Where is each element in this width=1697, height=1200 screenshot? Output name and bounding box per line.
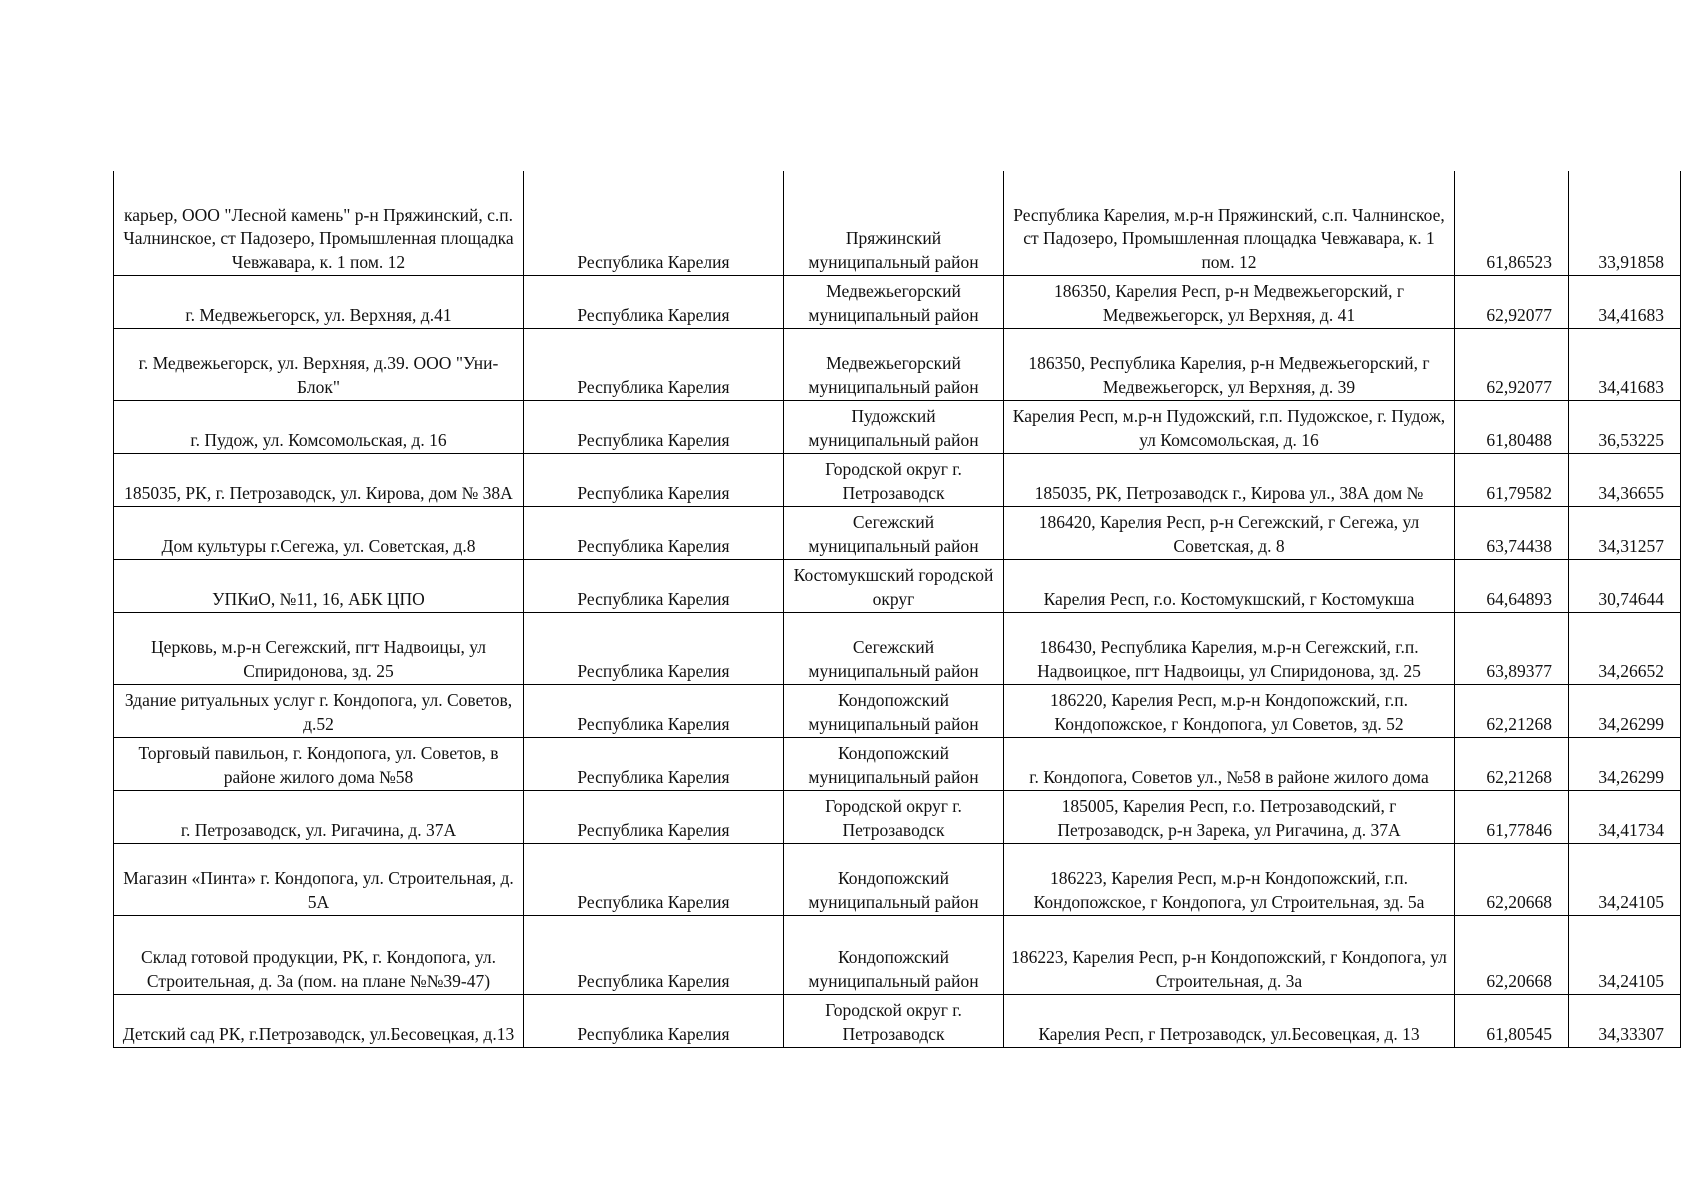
region-cell: Республика Карелия (524, 171, 784, 276)
address-cell: 186420, Карелия Респ, р-н Сегежский, г Сегежа, ул Советская, д. 8 (1004, 507, 1455, 560)
latitude-cell: 62,92077 (1455, 329, 1569, 401)
table-row (114, 401, 1681, 454)
region-cell: Республика Карелия (524, 401, 784, 454)
table-row (114, 995, 1681, 1048)
region-cell: Республика Карелия (524, 738, 784, 791)
latitude-cell: 63,74438 (1455, 507, 1569, 560)
longitude-cell: 34,24105 (1569, 916, 1681, 995)
address-cell: 186350, Республика Карелия, р-н Медвежьегорский, г Медвежьегорск, ул Верхняя, д. 39 (1004, 329, 1455, 401)
latitude-cell: 62,20668 (1455, 844, 1569, 916)
address-cell: Карелия Респ, м.р-н Пудожский, г.п. Пудожское, г. Пудож, ул Комсомольская, д. 16 (1004, 401, 1455, 454)
district-cell: Костомукшский городской округ (784, 560, 1004, 613)
object-name-cell: г. Медвежьегорск, ул. Верхняя, д.39. ООО "Уни-Блок" (114, 329, 524, 401)
region-cell: Республика Карелия (524, 454, 784, 507)
district-cell: Городской округ г. Петрозаводск (784, 791, 1004, 844)
table-row (114, 916, 1681, 995)
object-name-cell: Здание ритуальных услуг г. Кондопога, ул. Советов, д.52 (114, 685, 524, 738)
region-cell: Республика Карелия (524, 560, 784, 613)
longitude-cell: 34,36655 (1569, 454, 1681, 507)
latitude-cell: 61,77846 (1455, 791, 1569, 844)
address-cell: 186350, Карелия Респ, р-н Медвежьегорский, г Медвежьегорск, ул Верхняя, д. 41 (1004, 276, 1455, 329)
district-cell: Сегежский муниципальный район (784, 613, 1004, 685)
table-row (114, 454, 1681, 507)
district-cell: Пряжинский муниципальный район (784, 171, 1004, 276)
district-cell: Медвежьегорский муниципальный район (784, 329, 1004, 401)
longitude-cell: 34,26652 (1569, 613, 1681, 685)
latitude-cell: 61,79582 (1455, 454, 1569, 507)
document-sheet (113, 171, 1681, 1048)
object-name-cell: Магазин «Пинта» г. Кондопога, ул. Строительная, д. 5А (114, 844, 524, 916)
locations-table (113, 171, 1681, 1048)
address-cell: 186223, Карелия Респ, р-н Кондопожский, г Кондопога, ул Строительная, д. 3а (1004, 916, 1455, 995)
table-row (114, 685, 1681, 738)
district-cell: Медвежьегорский муниципальный район (784, 276, 1004, 329)
district-cell: Кондопожский муниципальный район (784, 685, 1004, 738)
table-row (114, 844, 1681, 916)
longitude-cell: 34,31257 (1569, 507, 1681, 560)
district-cell: Кондопожский муниципальный район (784, 738, 1004, 791)
table-row (114, 329, 1681, 401)
object-name-cell: Дом культуры г.Сегежа, ул. Советская, д.8 (114, 507, 524, 560)
table-row (114, 738, 1681, 791)
address-cell: 185035, РК, Петрозаводск г., Кирова ул., 38А дом № (1004, 454, 1455, 507)
address-cell: 185005, Карелия Респ, г.о. Петрозаводский, г Петрозаводск, р-н Зарека, ул Ригачина, д. 37А (1004, 791, 1455, 844)
longitude-cell: 33,91858 (1569, 171, 1681, 276)
longitude-cell: 34,41683 (1569, 276, 1681, 329)
longitude-cell: 34,33307 (1569, 995, 1681, 1048)
object-name-cell: г. Медвежьегорск, ул. Верхняя, д.41 (114, 276, 524, 329)
address-cell: Карелия Респ, г.о. Костомукшский, г Костомукша (1004, 560, 1455, 613)
object-name-cell: Торговый павильон, г. Кондопога, ул. Советов, в районе жилого дома №58 (114, 738, 524, 791)
latitude-cell: 62,21268 (1455, 685, 1569, 738)
table-row (114, 276, 1681, 329)
address-cell: Карелия Респ, г Петрозаводск, ул.Бесовецкая, д. 13 (1004, 995, 1455, 1048)
table-row (114, 171, 1681, 276)
object-name-cell: УПКиО, №11, 16, АБК ЦПО (114, 560, 524, 613)
latitude-cell: 61,80545 (1455, 995, 1569, 1048)
table-body (114, 171, 1681, 1048)
object-name-cell: 185035, РК, г. Петрозаводск, ул. Кирова, дом № 38А (114, 454, 524, 507)
region-cell: Республика Карелия (524, 916, 784, 995)
latitude-cell: 62,21268 (1455, 738, 1569, 791)
address-cell: 186430, Республика Карелия, м.р-н Сегежский, г.п. Надвоицкое, пгт Надвоицы, ул Спиридонова, зд. 25 (1004, 613, 1455, 685)
district-cell: Городской округ г. Петрозаводск (784, 995, 1004, 1048)
longitude-cell: 34,26299 (1569, 685, 1681, 738)
latitude-cell: 62,92077 (1455, 276, 1569, 329)
region-cell: Республика Карелия (524, 507, 784, 560)
object-name-cell: карьер, ООО "Лесной камень" р-н Пряжинский, с.п. Чалнинское, ст Падозеро, Промышленная площадка Чевжавара, к. 1 пом. 12 (114, 171, 524, 276)
district-cell: Кондопожский муниципальный район (784, 916, 1004, 995)
district-cell: Кондопожский муниципальный район (784, 844, 1004, 916)
longitude-cell: 34,41734 (1569, 791, 1681, 844)
longitude-cell: 34,24105 (1569, 844, 1681, 916)
object-name-cell: Детский сад РК, г.Петрозаводск, ул.Бесовецкая, д.13 (114, 995, 524, 1048)
object-name-cell: Склад готовой продукции, РК, г. Кондопога, ул. Строительная, д. 3а (пом. на плане №№39-47) (114, 916, 524, 995)
region-cell: Республика Карелия (524, 276, 784, 329)
address-cell: Республика Карелия, м.р-н Пряжинский, с.п. Чалнинское, ст Падозеро, Промышленная площадка Чевжавара, к. 1 пом. 12 (1004, 171, 1455, 276)
latitude-cell: 63,89377 (1455, 613, 1569, 685)
address-cell: 186223, Карелия Респ, м.р-н Кондопожский, г.п. Кондопожское, г Кондопога, ул Строительная, зд. 5а (1004, 844, 1455, 916)
table-row (114, 791, 1681, 844)
region-cell: Республика Карелия (524, 685, 784, 738)
region-cell: Республика Карелия (524, 329, 784, 401)
object-name-cell: г. Пудож, ул. Комсомольская, д. 16 (114, 401, 524, 454)
region-cell: Республика Карелия (524, 613, 784, 685)
table-row (114, 560, 1681, 613)
longitude-cell: 36,53225 (1569, 401, 1681, 454)
latitude-cell: 61,80488 (1455, 401, 1569, 454)
longitude-cell: 30,74644 (1569, 560, 1681, 613)
district-cell: Городской округ г. Петрозаводск (784, 454, 1004, 507)
table-row (114, 507, 1681, 560)
latitude-cell: 64,64893 (1455, 560, 1569, 613)
latitude-cell: 61,86523 (1455, 171, 1569, 276)
address-cell: 186220, Карелия Респ, м.р-н Кондопожский, г.п. Кондопожское, г Кондопога, ул Советов, зд. 52 (1004, 685, 1455, 738)
district-cell: Сегежский муниципальный район (784, 507, 1004, 560)
object-name-cell: Церковь, м.р-н Сегежский, пгт Надвоицы, ул Спиридонова, зд. 25 (114, 613, 524, 685)
region-cell: Республика Карелия (524, 791, 784, 844)
region-cell: Республика Карелия (524, 844, 784, 916)
region-cell: Республика Карелия (524, 995, 784, 1048)
district-cell: Пудожский муниципальный район (784, 401, 1004, 454)
table-row (114, 613, 1681, 685)
longitude-cell: 34,26299 (1569, 738, 1681, 791)
address-cell: г. Кондопога, Советов ул., №58 в районе жилого дома (1004, 738, 1455, 791)
longitude-cell: 34,41683 (1569, 329, 1681, 401)
latitude-cell: 62,20668 (1455, 916, 1569, 995)
object-name-cell: г. Петрозаводск, ул. Ригачина, д. 37А (114, 791, 524, 844)
